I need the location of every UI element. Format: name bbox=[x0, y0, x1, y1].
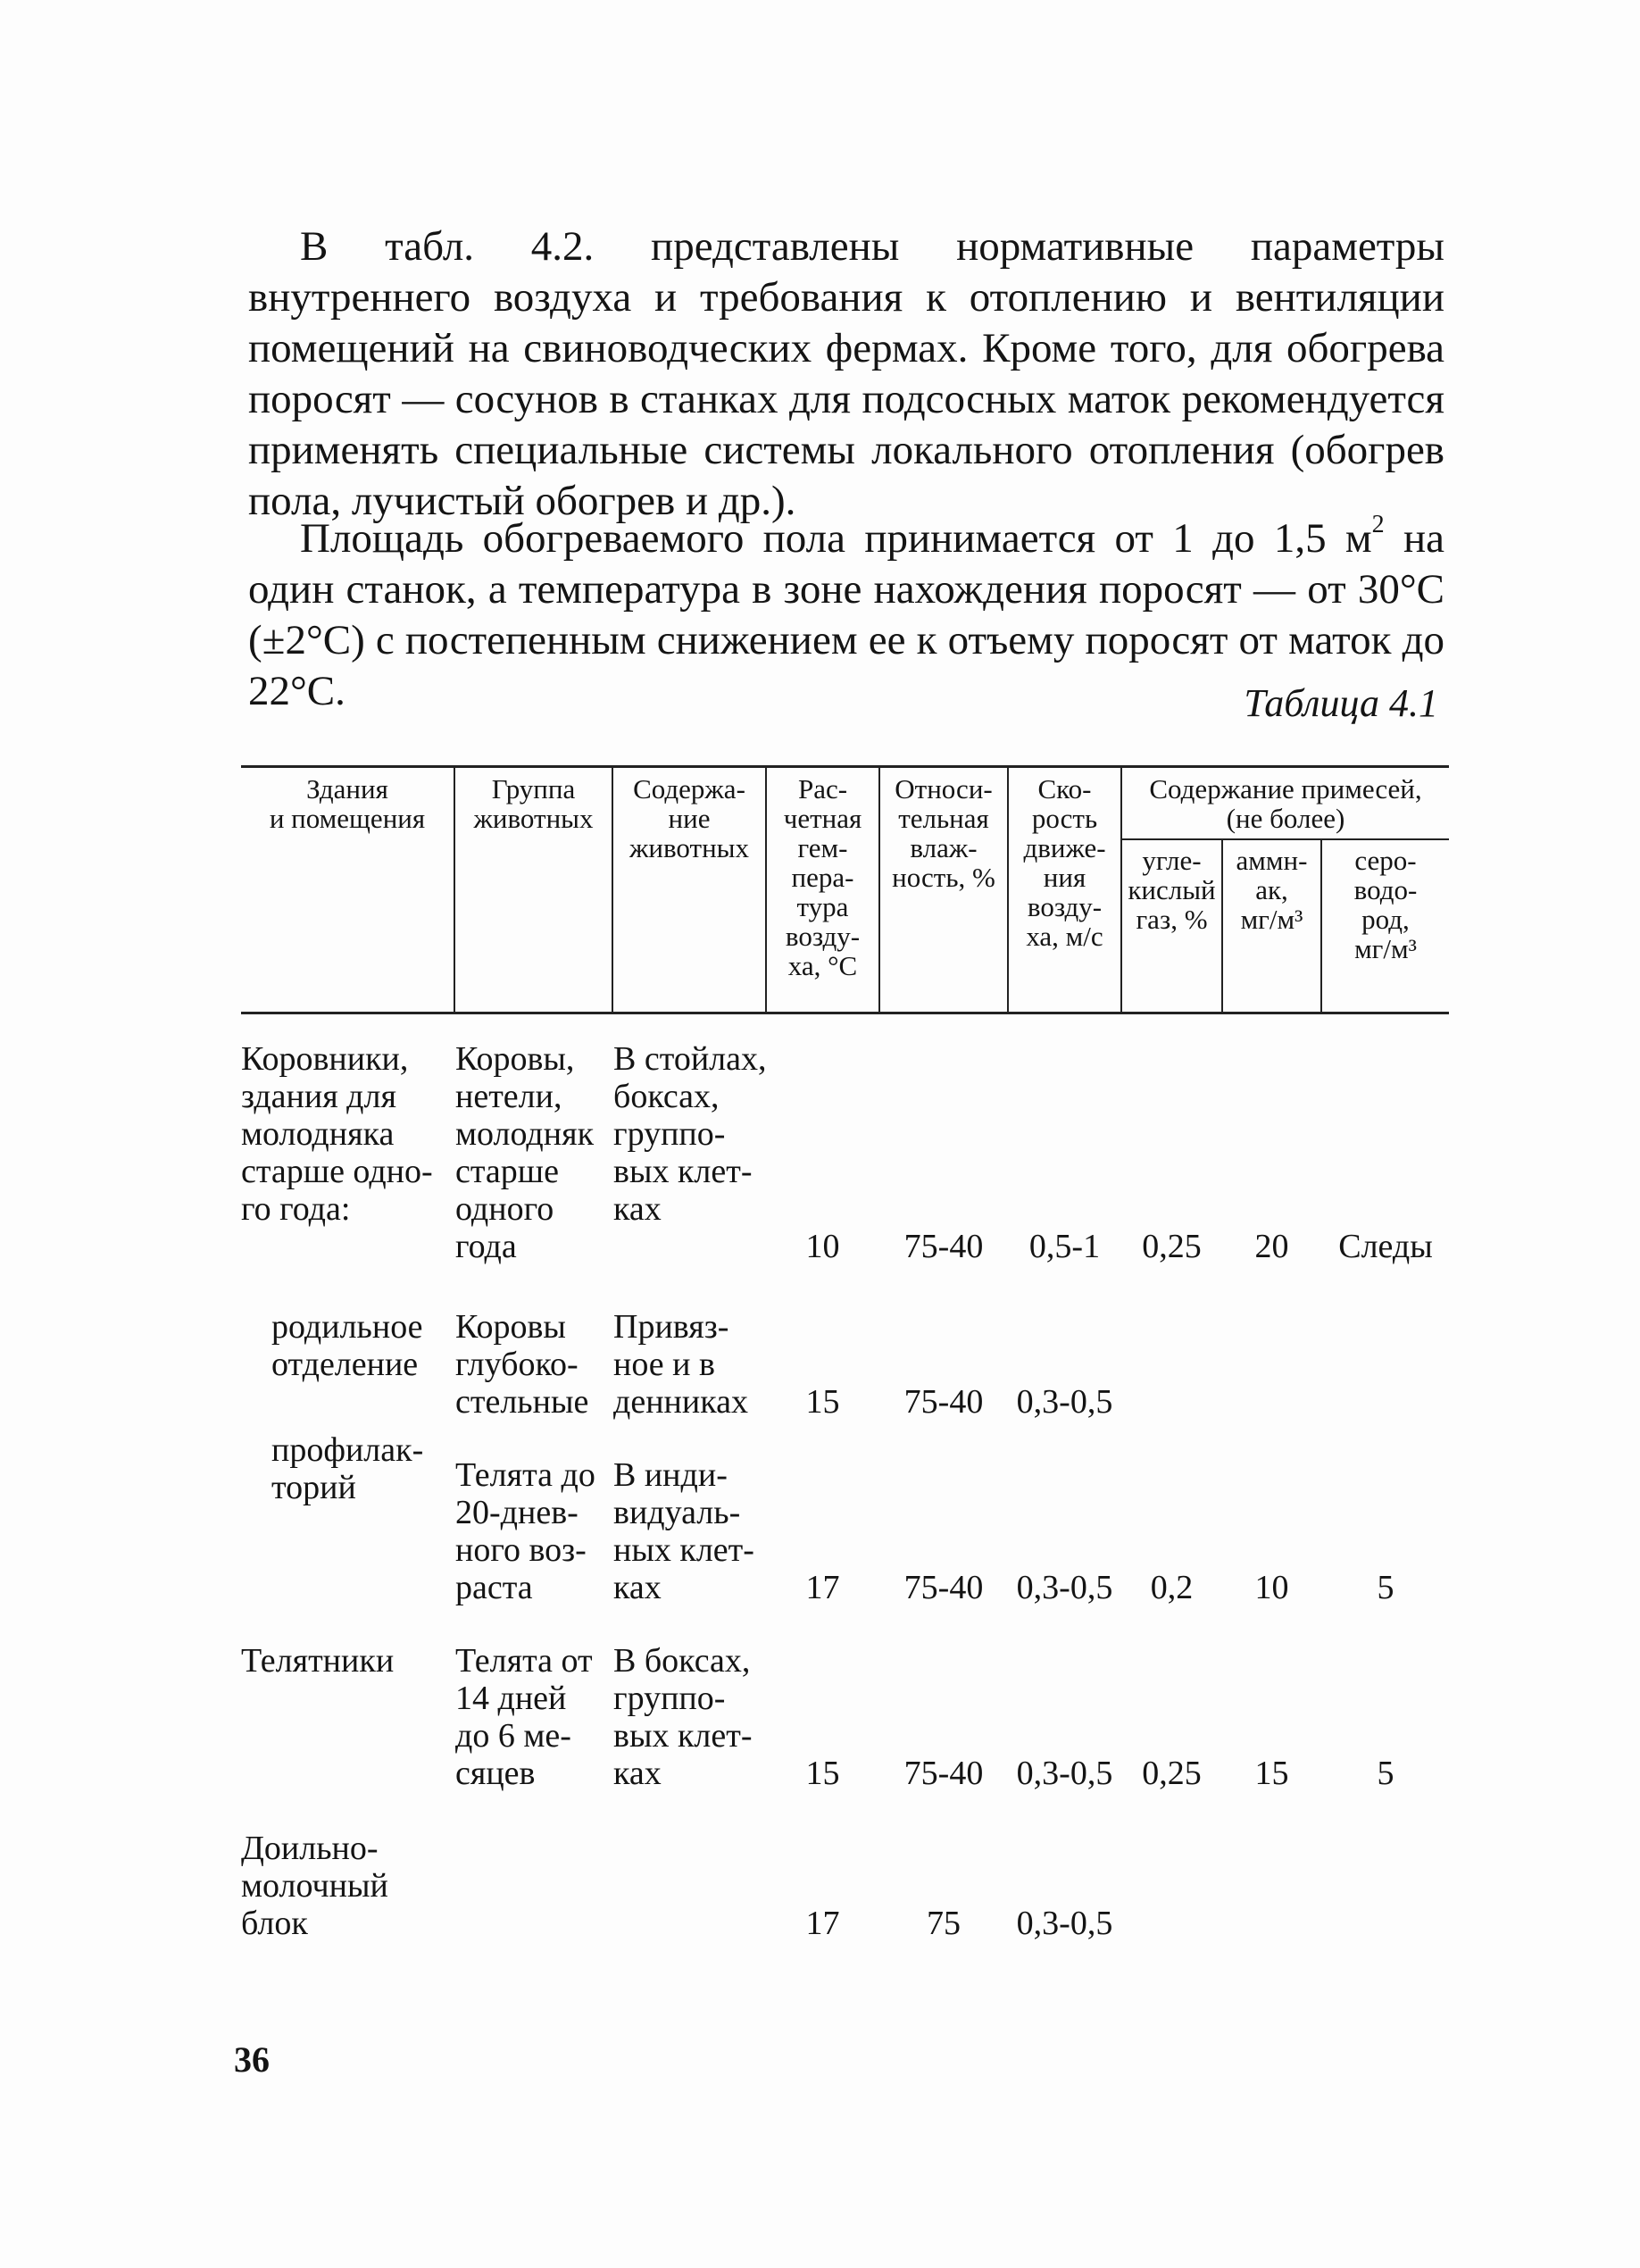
row3-keeping: В инди- видуаль- ных клет- ках bbox=[613, 1456, 754, 1606]
header-air-speed: Ско- рость движе- ния возду- ха, м/с bbox=[1023, 773, 1106, 952]
row4-keeping: В боксах, группо- вых клет- ках bbox=[613, 1642, 753, 1792]
row1-group: Коровы, нетели, молодняк старше одного года bbox=[455, 1040, 595, 1265]
page-number: 36 bbox=[234, 2039, 270, 2080]
row2-humidity: 75-40 bbox=[903, 1383, 984, 1421]
header-building: Здания и помещения bbox=[269, 773, 426, 834]
row1-ammonia: 20 bbox=[1254, 1228, 1289, 1265]
table-top-rule bbox=[241, 765, 1449, 768]
row4-co2: 0,25 bbox=[1142, 1755, 1202, 1792]
row4-building: Телятники bbox=[241, 1642, 395, 1680]
row2-temperature: 15 bbox=[805, 1383, 840, 1421]
header-group: Группа животных bbox=[473, 773, 594, 834]
row4-h2s: 5 bbox=[1377, 1755, 1394, 1792]
paragraph-1: В табл. 4.2. представлены нормативные параметры внутреннего воздуха и требования к отоплению и вентиляции помещений на свиноводческих фермах. Кроме того, для обогрева поросят — сосунов в станках для подсосных маток рекомендуется применять специальные системы локального отопления (обогрев пола, лучистый обогрев и др.). bbox=[248, 223, 1444, 524]
row5-temperature: 17 bbox=[805, 1905, 840, 1942]
row4-air-speed: 0,3-0,5 bbox=[1016, 1755, 1113, 1792]
row5-air-speed: 0,3-0,5 bbox=[1016, 1905, 1113, 1942]
header-keeping: Содержа- ние животных bbox=[629, 773, 749, 863]
row2-group: Коровы глубоко- стельные bbox=[455, 1308, 589, 1421]
row3-ammonia: 10 bbox=[1254, 1569, 1289, 1606]
row1-temperature: 10 bbox=[805, 1228, 840, 1265]
row3-temperature: 17 bbox=[805, 1569, 840, 1606]
row1-h2s: Следы bbox=[1338, 1228, 1433, 1265]
paragraph-2-end: на один станок, а температура в зоне нахождения поросят — от 30°С (±2°С) с постепенным снижением ее к отъему поросят от маток до 22°С. bbox=[248, 515, 1444, 714]
header-ammonia: аммн- ак, мг/м³ bbox=[1236, 845, 1308, 935]
row1-air-speed: 0,5-1 bbox=[1028, 1228, 1101, 1265]
row2-air-speed: 0,3-0,5 bbox=[1016, 1383, 1113, 1421]
row3-humidity: 75-40 bbox=[903, 1569, 984, 1606]
row4-group: Телята от 14 дней до 6 ме- сяцев bbox=[455, 1642, 593, 1792]
header-temperature: Рас- четная гем- пера- тура возду- ха, °С bbox=[783, 773, 862, 981]
row5-building: Доильно- молочный блок bbox=[241, 1830, 388, 1942]
row4-ammonia: 15 bbox=[1254, 1755, 1289, 1792]
row1-building: Коровники, здания для молодняка старше одно- го года: bbox=[241, 1040, 433, 1228]
paragraph-2-start: Площадь обогреваемого пола принимается от 1 до 1,5 м bbox=[300, 515, 1372, 562]
square-superscript: 2 bbox=[1371, 511, 1385, 538]
header-h2s: серо- водо- род, мг/м³ bbox=[1353, 845, 1418, 964]
table-caption: Таблица 4.1 bbox=[1244, 681, 1438, 725]
row2-keeping: Привяз- ное и в денниках bbox=[613, 1308, 748, 1421]
row3-co2: 0,2 bbox=[1150, 1569, 1194, 1606]
row3-building: профилак- торий bbox=[271, 1431, 424, 1506]
impurities-subheader-rule bbox=[1120, 838, 1449, 840]
row1-keeping: В стойлах, боксах, группо- вых клет- ках bbox=[613, 1040, 767, 1228]
row1-humidity: 75-40 bbox=[903, 1228, 984, 1265]
header-bottom-rule bbox=[241, 1012, 1449, 1014]
row4-temperature: 15 bbox=[805, 1755, 840, 1792]
header-impurities: Содержание примесей, (не более) bbox=[1149, 773, 1422, 834]
header-humidity: Относи- тельная влаж- ность, % bbox=[892, 773, 995, 893]
row3-air-speed: 0,3-0,5 bbox=[1016, 1569, 1113, 1606]
row4-humidity: 75-40 bbox=[903, 1755, 984, 1792]
row5-humidity: 75 bbox=[927, 1905, 961, 1942]
row1-co2: 0,25 bbox=[1142, 1228, 1202, 1265]
row3-h2s: 5 bbox=[1377, 1569, 1394, 1606]
header-co2: угле- кислый газ, % bbox=[1128, 845, 1216, 935]
row2-building: родильное отделение bbox=[271, 1308, 423, 1383]
row3-group: Телята до 20-днев- ного воз- раста bbox=[455, 1456, 595, 1606]
